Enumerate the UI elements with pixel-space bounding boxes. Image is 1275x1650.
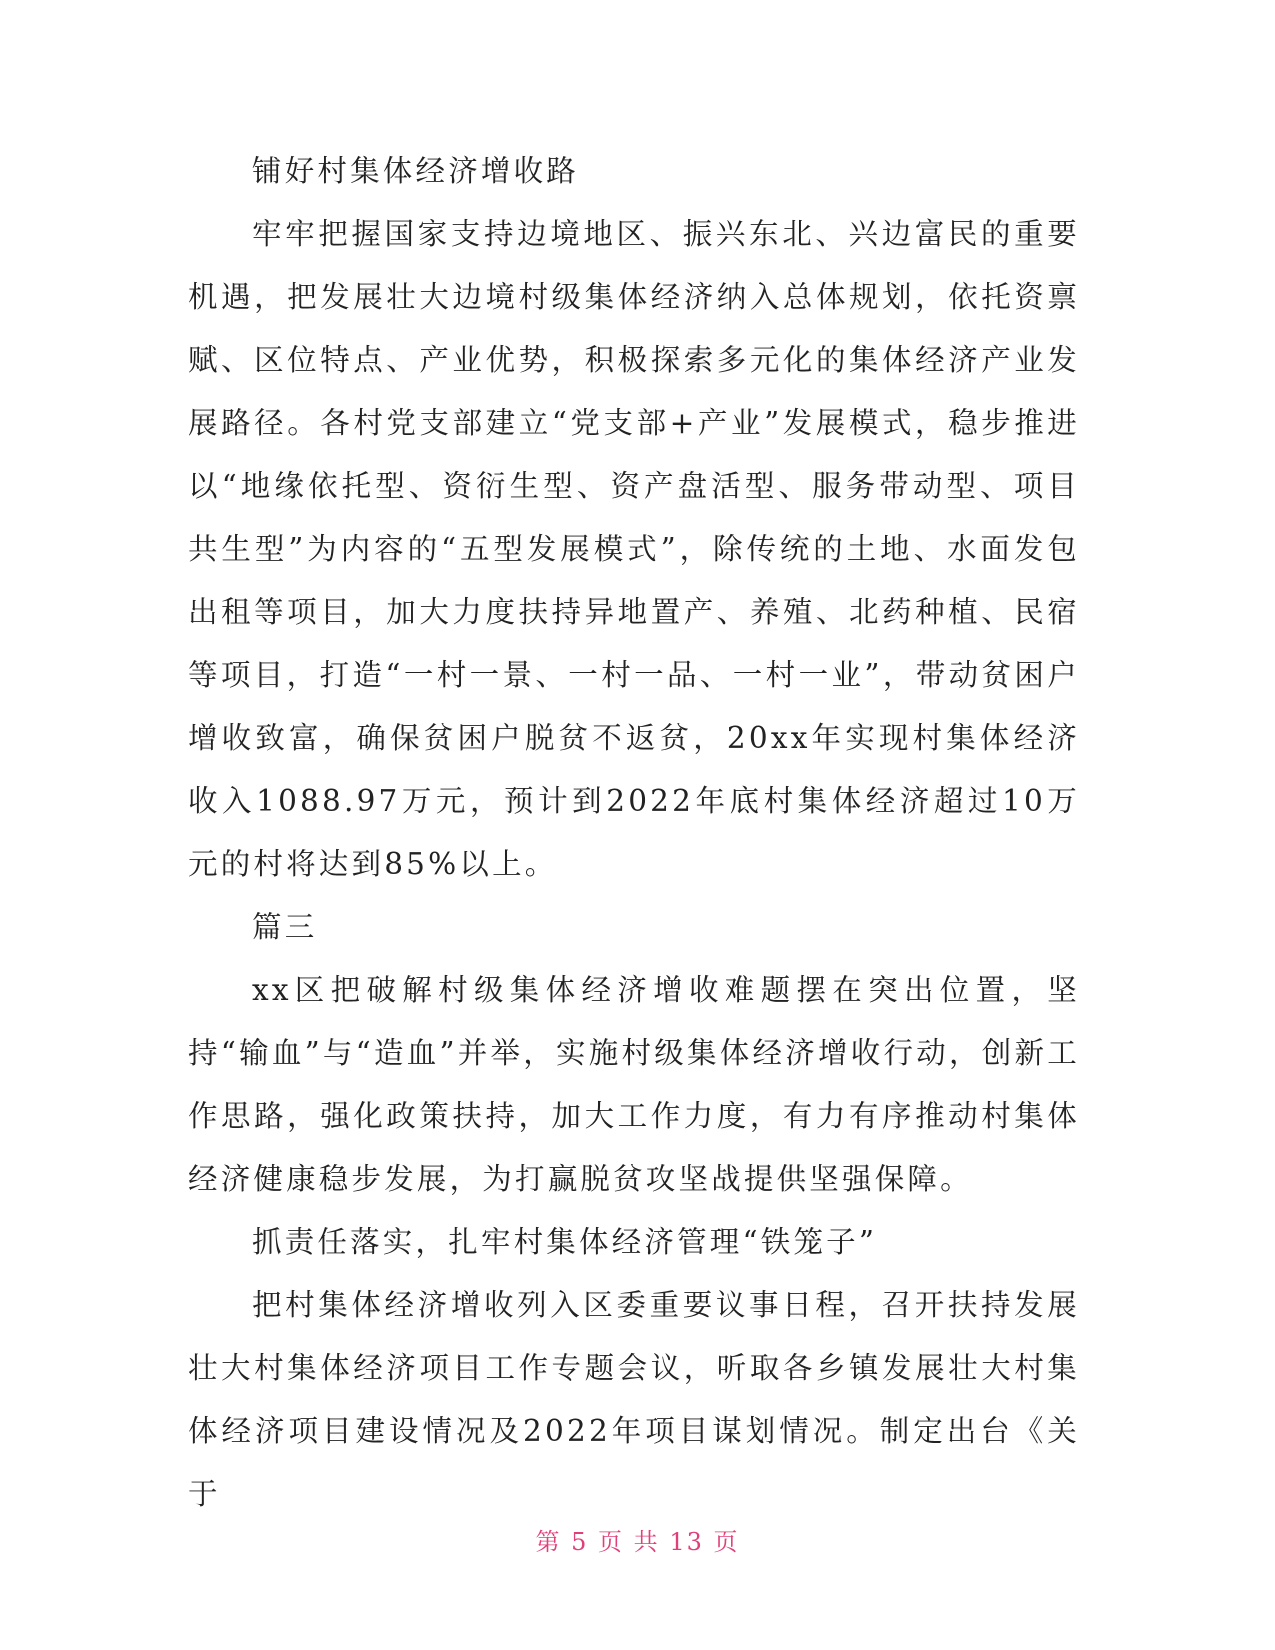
document-body [188, 140, 1080, 1526]
footer-middle: 页 共 [598, 1528, 660, 1556]
section-heading: 抓责任落实，扎牢村集体经济管理“铁笼子” [252, 1225, 878, 1259]
body-paragraph: 把村集体经济增收列入区委重要议事日程，召开扶持发展壮大村集体经济项目工作专题会议，听取各乡镇发展壮大村集体经济项目建设情况及2022年项目谋划情况。制定出台《关于 [188, 1288, 1080, 1511]
page-footer [0, 1527, 1275, 1557]
body-paragraph: 牢牢把握国家支持边境地区、振兴东北、兴边富民的重要机遇，把发展壮大边境村级集体经济纳入总体规划，依托资禀赋、区位特点、产业优势，积极探索多元化的集体经济产业发展路径。各村党支部建立“党支部+产业”发展模式，稳步推进以“地缘依托型、资衍生型、资产盘活型、服务带动型、项目共生型”为内容的“五型发展模式”，除传统的土地、水面发包出租等项目，加大力度扶持异地置产、养殖、北药种植、民宿等项目，打造“一村一景、一村一品、一村一业”，带动贫困户增收致富，确保贫困户脱贫不返贫，20xx年实现村集体经济收入1088.97万元，预计到2022年底村集体经济超过10万元的村将达到85%以上。 [188, 217, 1080, 881]
body-paragraph: xx区把破解村级集体经济增收难题摆在突出位置，坚持“输血”与“造血”并举，实施村级集体经济增收行动，创新工作思路，强化政策扶持，加大工作力度，有力有序推动村集体经济健康稳步发展，为打赢脱贫攻坚战提供坚强保障。 [188, 973, 1080, 1196]
footer-suffix: 页 [713, 1528, 740, 1556]
footer-current-page: 5 [571, 1528, 589, 1556]
section-heading: 铺好村集体经济增收路 [252, 154, 580, 188]
section-heading: 篇三 [252, 910, 318, 944]
footer-total-pages: 13 [669, 1528, 704, 1556]
footer-prefix: 第 [535, 1528, 562, 1556]
